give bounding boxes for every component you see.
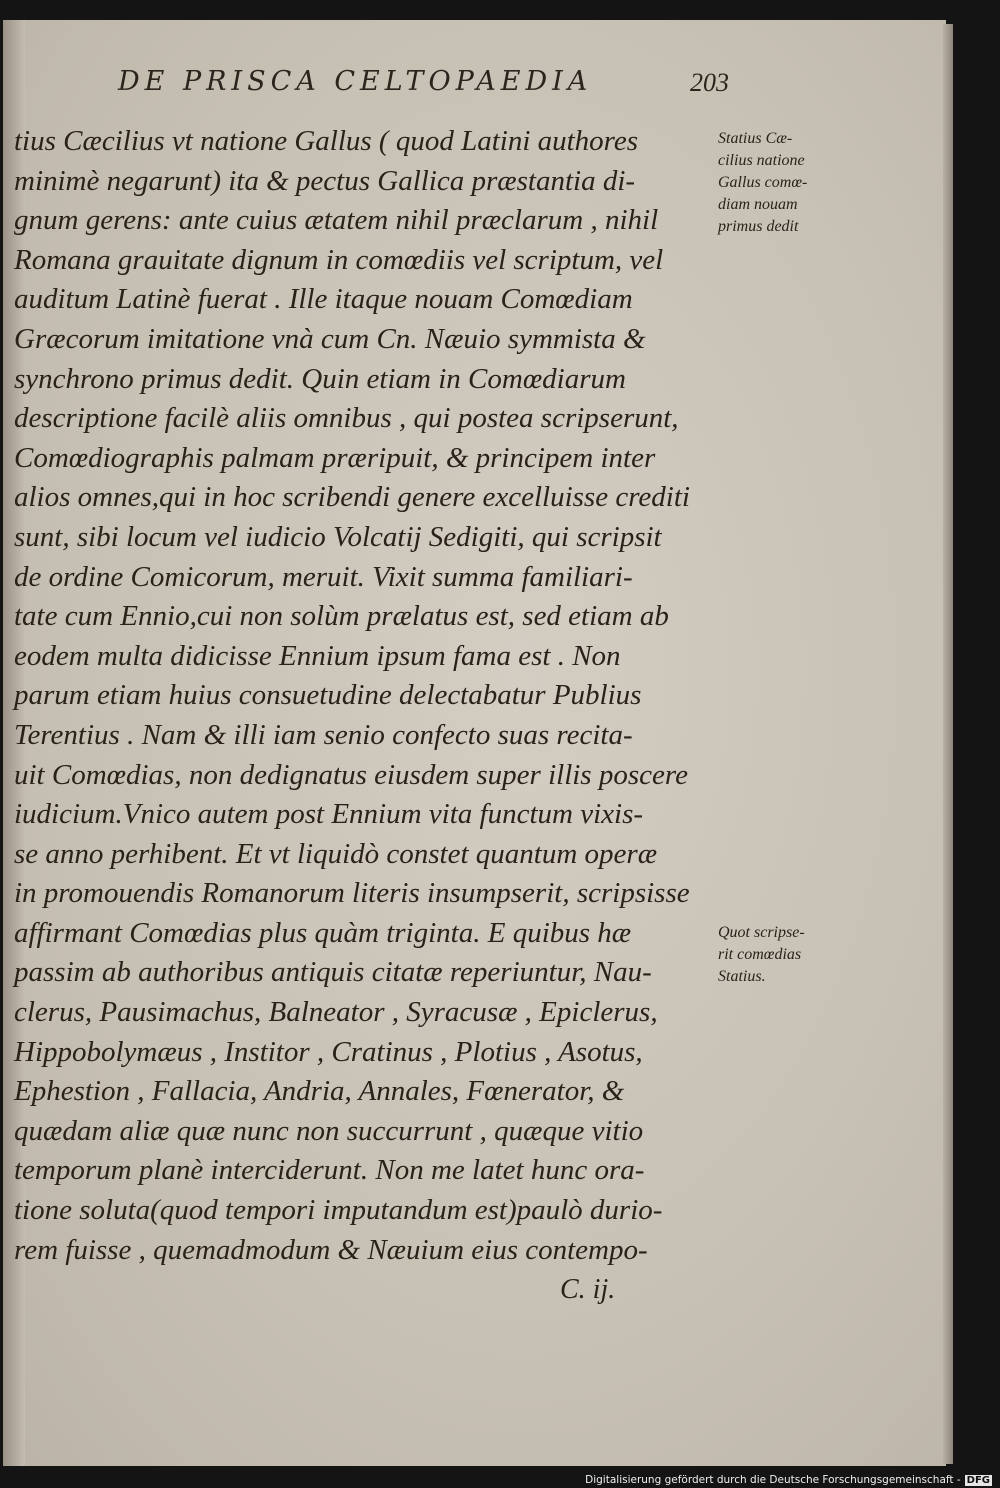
text-line: tius Cæcilius vt natione Gallus ( quod Latini authores xyxy=(14,125,639,157)
text-line: de ordine Comicorum, meruit. Vixit summa familiari- xyxy=(14,560,633,593)
footer-credit xyxy=(585,1474,992,1486)
text-line: tione soluta(quod tempori imputandum est)paulò durio- xyxy=(14,1194,663,1227)
marginal-line: Gallus comœ- xyxy=(718,174,808,191)
marginal-line: rit comœdias xyxy=(718,946,802,963)
text-line: affirmant Comœdias plus quàm triginta. E quibus hæ xyxy=(14,916,632,949)
text-line: tate cum Ennio,cui non solùm prælatus est, sed etiam ab xyxy=(14,600,669,633)
marginal-line: Quot scripse- xyxy=(718,924,805,941)
text-line: Ephestion , Fallacia, Andria, Annales, Fœnerator, & xyxy=(14,1075,625,1108)
marginal-line: diam nouam xyxy=(718,196,798,213)
text-line: Comœdiographis palmam præripuit, & principem inter xyxy=(14,441,656,474)
text-line: parum etiam huius consuetudine delectabatur Publius xyxy=(14,679,642,712)
text-line: sunt, sibi locum vel iudicio Volcatij Sedigiti, qui scripsit xyxy=(14,520,662,553)
page-number: 203 xyxy=(690,68,729,97)
text-line: quædam aliæ quæ nunc non succurrunt , quæque vitio xyxy=(14,1114,644,1147)
text-line: rem fuisse , quemadmodum & Næuium eius contempo- xyxy=(14,1233,648,1266)
body-text xyxy=(14,122,714,1270)
text-line: uit Comœdias, non dedignatus eiusdem super illis poscere xyxy=(14,758,688,791)
text-line: auditum Latinè fuerat . Ille itaque nouam Comœdiam xyxy=(14,283,633,316)
signature-mark: C. ij. xyxy=(560,1274,616,1305)
text-line: alios omnes,qui in hoc scribendi genere excelluisse crediti xyxy=(14,481,690,514)
text-line: descriptione facilè aliis omnibus , qui postea scripserunt, xyxy=(14,402,679,435)
page-edge xyxy=(943,24,953,1464)
text-line: se anno perhibent. Et vt liquidò constet quantum operæ xyxy=(14,837,658,870)
marginal-line: Statius. xyxy=(718,968,766,985)
text-line: in promouendis Romanorum literis insumpserit, scripsisse xyxy=(14,877,690,910)
marginal-line: cilius natione xyxy=(718,152,805,169)
text-line: Terentius . Nam & illi iam senio confecto suas recita- xyxy=(14,718,633,751)
footer-credit-text: Digitalisierung gefördert durch die Deutsche Forschungsgemeinschaft - xyxy=(585,1474,961,1486)
marginal-line: Statius Cæ- xyxy=(718,130,793,147)
text-line: gnum gerens: ante cuius ætatem nihil præclarum , nihil xyxy=(14,204,659,237)
text-line: minimè negarunt) ita & pectus Gallica præstantia di- xyxy=(14,164,636,197)
marginal-line: primus dedit xyxy=(718,218,799,235)
text-line: clerus, Pausimachus, Balneator , Syracusæ , Epiclerus, xyxy=(14,996,658,1029)
text-line: passim ab authoribus antiquis citatæ reperiuntur, Nau- xyxy=(14,956,652,989)
running-head: DE PRISCA CELTOPAEDIA xyxy=(118,66,593,97)
dfg-logo: DFG xyxy=(966,1475,990,1486)
text-line: Romana grauitate dignum in comœdiis vel scriptum, vel xyxy=(14,243,664,276)
text-line: eodem multa didicisse Ennium ipsum fama est . Non xyxy=(14,639,621,672)
marginal-note-comedies xyxy=(718,922,843,988)
text-line: Græcorum imitatione vnà cum Cn. Næuio symmista & xyxy=(14,322,646,355)
text-line: temporum planè interciderunt. Non me latet hunc ora- xyxy=(14,1154,645,1187)
text-line: synchrono primus dedit. Quin etiam in Comœdiarum xyxy=(14,362,626,395)
text-line: iudicium.Vnico autem post Ennium vita functum vixis- xyxy=(14,798,644,831)
marginal-note-statius xyxy=(718,128,843,238)
text-line: Hippobolymæus , Institor , Cratinus , Plotius , Asotus, xyxy=(14,1035,643,1068)
